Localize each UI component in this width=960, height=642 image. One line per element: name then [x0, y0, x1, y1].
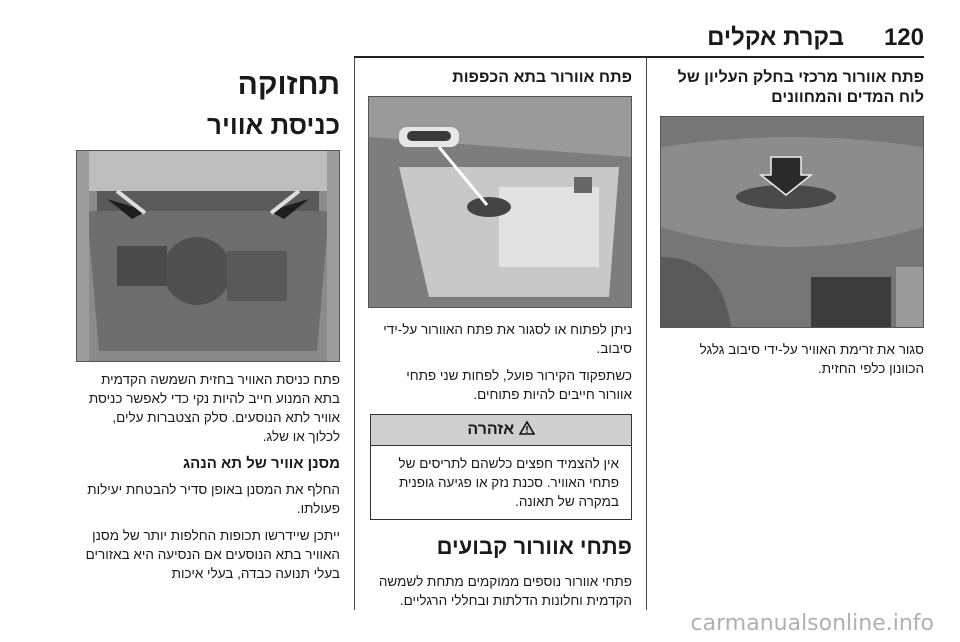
warning-header — [371, 415, 631, 446]
filter-paragraph-2: ייתכן שיידרשו תכופות החלפות יותר של מסנן האוויר בתא הנוסעים אם הנסיעה היא באזורים בעלי תנועה כבדה, בעלי איכות — [85, 528, 340, 581]
fixed-vents-heading: פתחי אוורור קבועים — [436, 534, 632, 559]
column-maintenance — [78, 60, 340, 591]
filter-paragraph-1: החלף את המסנן באופן סדיר להבטחת יעילות פעולתו. — [87, 482, 340, 516]
filter-heading: מסנן אוויר של תא הנהג — [182, 455, 340, 472]
column-divider — [354, 58, 355, 610]
center-vent-paragraph: סגור את זרימת האוויר על-ידי סיבוב גלגל הכוונון כלפי החזית. — [699, 342, 924, 376]
column-center-vent — [662, 60, 924, 386]
glovebox-heading: פתח אוורור בתא הכפפות — [452, 69, 632, 86]
subsection-title: כניסת אוויר — [207, 110, 340, 140]
page-header — [0, 0, 960, 60]
warning-title: אזהרה — [467, 421, 515, 438]
center-vent-heading: פתח אוורור מרכזי בחלק העליון של לוח המדים והמחוונים — [677, 69, 924, 106]
warning-box — [370, 414, 632, 520]
page-number: 120 — [883, 24, 924, 51]
glovebox-paragraph-2: כשתפקוד הקירור פועל, לפחות שני פתחי אוורור חייבים להיות פתוחים. — [406, 368, 632, 402]
fixed-vents-paragraph: פתחי אוורור נוספים ממוקמים מתחת לשמשה הקדמית וחלונות הדלתות ובחללי הרגליים. — [378, 574, 632, 608]
header-rule — [354, 56, 924, 58]
engine-bay-image — [76, 150, 340, 362]
chapter-title: בקרת אקלים — [707, 24, 844, 51]
glovebox-image — [368, 96, 632, 308]
warning-text: אין להצמיד חפצים כלשהם לתריסים של פתחי האוויר. סכנת נזק או פגיעה גופנית במקרה של תאונה. — [398, 456, 619, 509]
watermark: carmanualsonline.info — [690, 611, 934, 636]
intake-paragraph: פתח כניסת האוויר בחזית השמשה הקדמית בתא המנוע חייב להיות נקי כדי לאפשר כניסת אוויר לתא הנוסעים. סלק הצטברות עלים, לכלוך או שלג. — [88, 372, 340, 444]
warning-triangle-icon — [514, 421, 534, 438]
column-divider — [646, 58, 647, 610]
section-title: תחזוקה — [237, 68, 340, 101]
column-glovebox — [370, 60, 632, 618]
dashboard-vent-image — [660, 116, 924, 328]
glovebox-paragraph-1: ניתן לפתוח או לסגור את פתח האוורור על-ידי סיבוב. — [383, 322, 632, 356]
